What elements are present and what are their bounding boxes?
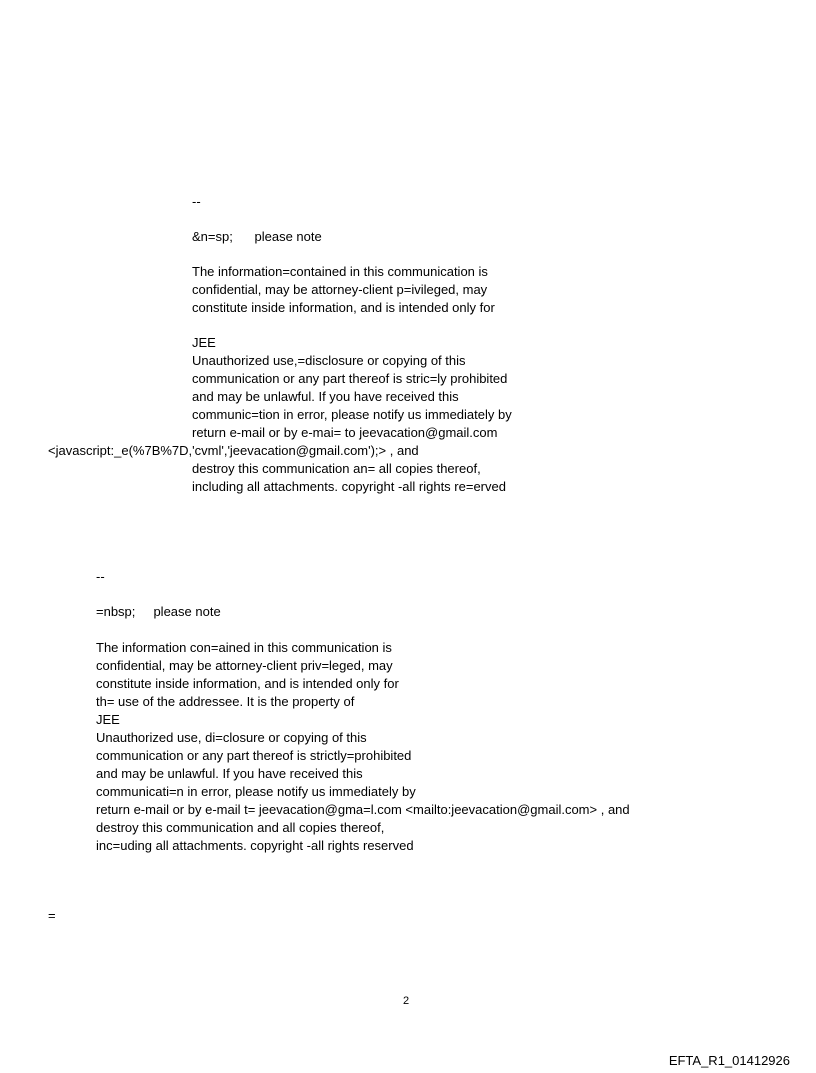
block1-line: Unauthorized use,=disclosure or copying of this: [192, 353, 466, 368]
block2-line: confidential, may be attorney-client priv=leged, may: [96, 658, 393, 673]
block2-line: and may be unlawful. If you have received this: [96, 766, 363, 781]
block1-line: including all attachments. copyright -all rights re=erved: [192, 479, 506, 494]
block1-please-note: &n=sp; please note: [192, 229, 322, 244]
block1-line: constitute inside information, and is intended only for: [192, 300, 495, 315]
document-id: EFTA_R1_01412926: [668, 1053, 790, 1068]
block1-line: communic=tion in error, please notify us immediately by: [192, 407, 512, 422]
block1-line: and may be unlawful. If you have received this: [192, 389, 459, 404]
block2-line: The information con=ained in this communication is: [96, 640, 392, 655]
block1-line: return e-mail or by e-mai= to jeevacation@gmail.com: [192, 425, 498, 440]
block2-line: Unauthorized use, di=closure or copying of this: [96, 730, 367, 745]
block1-line: The information=contained in this communication is: [192, 264, 488, 279]
block2-line: communication or any part thereof is strictly=prohibited: [96, 748, 412, 763]
trailing-marker: =: [48, 908, 56, 923]
block1-line: communication or any part thereof is stric=ly prohibited: [192, 371, 508, 386]
page-number: 2: [403, 995, 410, 1007]
block1-line: confidential, may be attorney-client p=ivileged, may: [192, 282, 488, 297]
block2-separator: --: [96, 569, 105, 584]
block2-please-note: =nbsp; please note: [96, 604, 221, 619]
block1-line: destroy this communication an= all copies thereof,: [192, 461, 481, 476]
block2-line: destroy this communication and all copies thereof,: [96, 820, 385, 835]
block2-line: communicati=n in error, please notify us immediately by: [96, 784, 416, 799]
block1-separator: --: [192, 194, 201, 209]
block2-line: inc=uding all attachments. copyright -all rights reserved: [96, 838, 414, 853]
block2-line: constitute inside information, and is intended only for: [96, 676, 399, 691]
block2-mailto-line[interactable]: return e-mail or by e-mail t= jeevacation@gma=l.com <mailto:jeevacation@gmail.com> , and: [96, 802, 630, 817]
block1-line: JEE: [192, 335, 216, 350]
block2-line: th= use of the addressee. It is the property of: [96, 694, 355, 709]
block1-javascript-link[interactable]: <javascript:_e(%7B%7D,'cvml','jeevacation@gmail.com');> , and: [48, 443, 419, 458]
block2-line: JEE: [96, 712, 120, 727]
